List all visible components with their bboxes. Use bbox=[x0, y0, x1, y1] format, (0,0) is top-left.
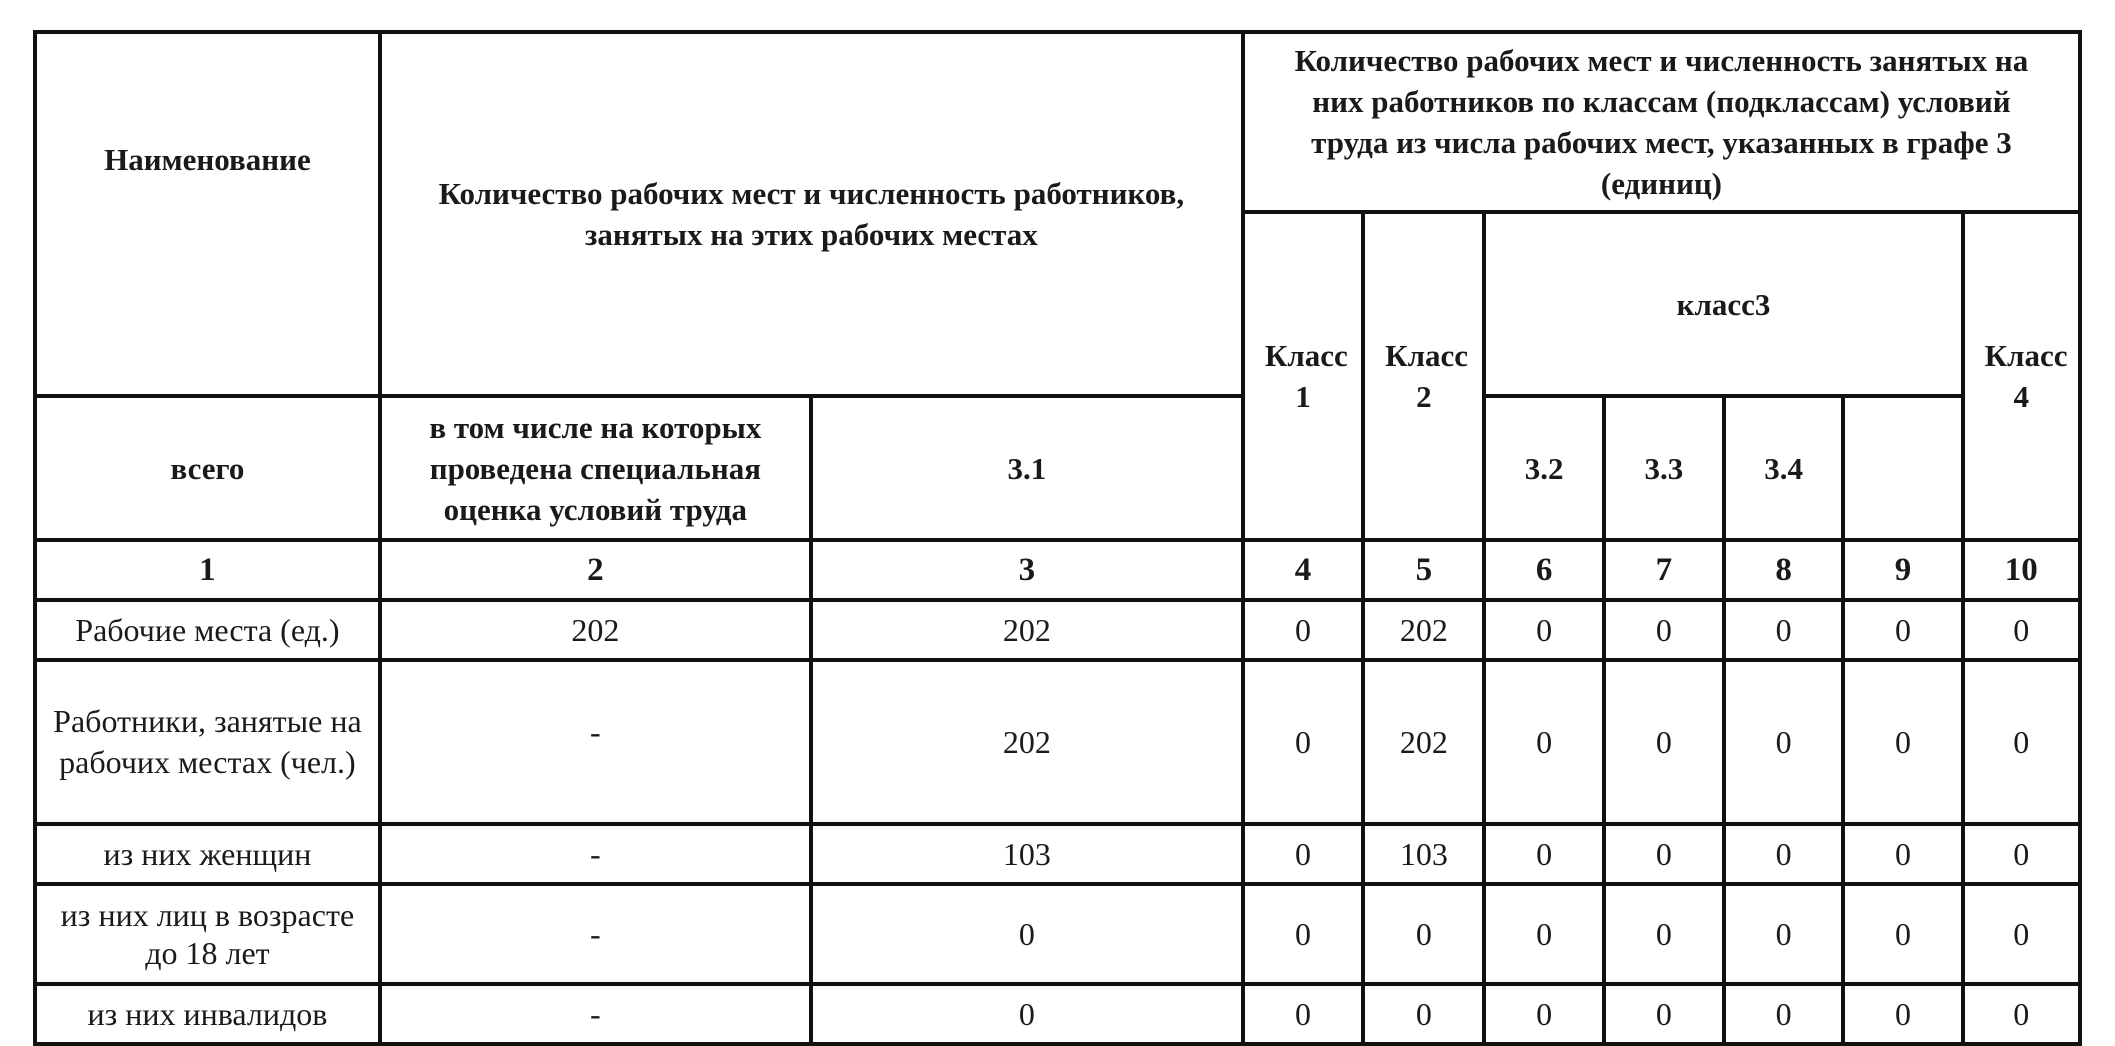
table-cell: 0 bbox=[1484, 984, 1603, 1044]
table-cell: 0 bbox=[1604, 600, 1724, 660]
table-row bbox=[35, 884, 2080, 984]
table-cell: 0 bbox=[1843, 824, 1962, 884]
table-cell: 0 bbox=[1843, 600, 1962, 660]
table-cell: 0 bbox=[1963, 600, 2080, 660]
table-cell: 0 bbox=[1963, 824, 2080, 884]
table-cell: 202 bbox=[380, 600, 811, 660]
table-cell: - bbox=[380, 984, 811, 1044]
header-sub-3-4: 3.4 bbox=[1724, 396, 1843, 540]
table-cell: - bbox=[380, 824, 811, 884]
header-assessed: в том числе на которых проведена специальная оценка условий труда bbox=[380, 396, 811, 540]
table-cell: 0 bbox=[1604, 884, 1724, 984]
table-cell: 0 bbox=[1484, 600, 1603, 660]
table-cell: 0 bbox=[811, 884, 1243, 984]
header-name: Наименование bbox=[35, 32, 380, 396]
header-group-total: Количество рабочих мест и численность работников, занятых на этих рабочих местах bbox=[380, 32, 1243, 396]
table-cell: 0 bbox=[1363, 984, 1484, 1044]
table-row bbox=[35, 824, 2080, 884]
table-cell: 0 bbox=[1484, 884, 1603, 984]
header-class-1: Класс 1 bbox=[1243, 212, 1363, 540]
row-label: Работники, занятые на рабочих местах (чел.) bbox=[35, 660, 380, 824]
header-sub-3-2: 3.2 bbox=[1484, 396, 1603, 540]
table-cell: 0 bbox=[1243, 824, 1363, 884]
header-group-classes: Количество рабочих мест и численность занятых на них работников по классам (подклассам) условий труда из числа рабочих мест, указанных в графе 3 (единиц) bbox=[1243, 32, 2080, 212]
table-cell: 0 bbox=[1243, 600, 1363, 660]
table-cell: 202 bbox=[811, 660, 1243, 824]
table-row bbox=[35, 660, 2080, 824]
column-number: 6 bbox=[1484, 540, 1603, 600]
header-sub-3-1: 3.1 bbox=[811, 396, 1243, 540]
table-cell: 0 bbox=[1243, 660, 1363, 824]
row-label: из них женщин bbox=[35, 824, 380, 884]
table-cell: 0 bbox=[1724, 884, 1843, 984]
table-cell: 0 bbox=[1243, 984, 1363, 1044]
column-number: 7 bbox=[1604, 540, 1724, 600]
table-cell: 0 bbox=[1963, 660, 2080, 824]
table-cell: 0 bbox=[1724, 660, 1843, 824]
working-conditions-table bbox=[33, 30, 2082, 1046]
table-cell: 0 bbox=[1604, 824, 1724, 884]
column-number: 2 bbox=[380, 540, 811, 600]
column-number: 8 bbox=[1724, 540, 1843, 600]
header-class-3: класс3 bbox=[1484, 212, 1962, 396]
table-cell: 202 bbox=[1363, 660, 1484, 824]
column-number: 5 bbox=[1363, 540, 1484, 600]
table-cell: - bbox=[380, 660, 811, 824]
table-cell: 0 bbox=[1243, 884, 1363, 984]
table-cell: 0 bbox=[1484, 660, 1603, 824]
table-cell: 0 bbox=[1604, 660, 1724, 824]
table-cell: - bbox=[380, 884, 811, 984]
table-cell: 0 bbox=[1724, 824, 1843, 884]
column-number: 1 bbox=[35, 540, 380, 600]
header-class-2: Класс 2 bbox=[1363, 212, 1484, 540]
column-number: 10 bbox=[1963, 540, 2080, 600]
header-class-4: Класс 4 bbox=[1963, 212, 2080, 540]
table-cell: 0 bbox=[1604, 984, 1724, 1044]
header-total: всего bbox=[35, 396, 380, 540]
table-cell: 0 bbox=[1963, 984, 2080, 1044]
table-cell: 0 bbox=[811, 984, 1243, 1044]
table-cell: 0 bbox=[1843, 660, 1962, 824]
row-label: Рабочие места (ед.) bbox=[35, 600, 380, 660]
column-number: 4 bbox=[1243, 540, 1363, 600]
table-cell: 0 bbox=[1724, 984, 1843, 1044]
column-number: 9 bbox=[1843, 540, 1962, 600]
table-cell: 0 bbox=[1963, 884, 2080, 984]
table-cell: 202 bbox=[1363, 600, 1484, 660]
table-cell: 0 bbox=[1843, 884, 1962, 984]
table-cell: 0 bbox=[1843, 984, 1962, 1044]
table-cell: 0 bbox=[1724, 600, 1843, 660]
column-number: 3 bbox=[811, 540, 1243, 600]
table-cell: 103 bbox=[1363, 824, 1484, 884]
row-label: из них инвалидов bbox=[35, 984, 380, 1044]
row-label: из них лиц в возрасте до 18 лет bbox=[35, 884, 380, 984]
header-sub-3-3: 3.3 bbox=[1604, 396, 1724, 540]
table-row bbox=[35, 600, 2080, 660]
table-cell: 103 bbox=[811, 824, 1243, 884]
table-cell: 0 bbox=[1363, 884, 1484, 984]
table-cell: 202 bbox=[811, 600, 1243, 660]
table-row bbox=[35, 984, 2080, 1044]
table-cell: 0 bbox=[1484, 824, 1603, 884]
